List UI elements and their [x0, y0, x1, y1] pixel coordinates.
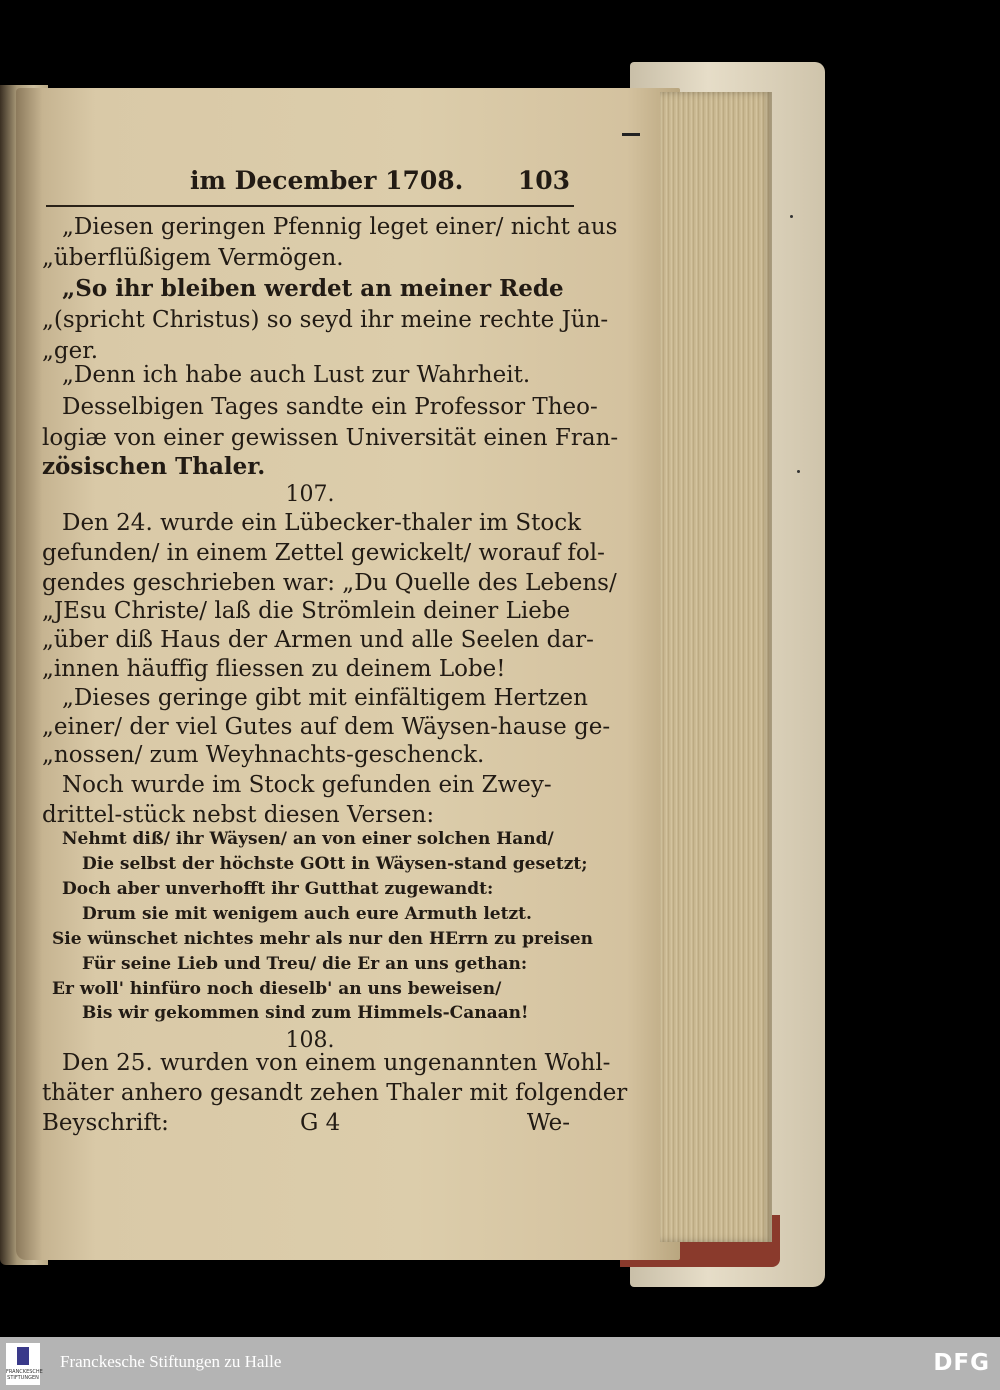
ink-dash [622, 133, 640, 136]
text-line: „nossen/ zum Weyhnachts-geschenck. [42, 742, 485, 768]
verse-line: Nehmt diß/ ihr Wäysen/ an von einer solchen Hand/ [62, 829, 554, 849]
text-line: gendes geschrieben war: „Du Quelle des Lebens/ [42, 570, 617, 596]
logo-caption: FRANCKESCHE STIFTUNGEN [6, 1369, 43, 1381]
verse-line: Bis wir gekommen sind zum Himmels-Canaan! [82, 1003, 529, 1023]
text-line: „ger. [42, 338, 99, 364]
paper-speck [797, 470, 800, 473]
text-line: drittel-stück nebst diesen Versen: [42, 802, 435, 828]
institution-name[interactable]: Franckesche Stiftungen zu Halle [60, 1352, 282, 1371]
text-line: logiæ von einer gewissen Universität einen Fran- [42, 425, 619, 451]
catchword: We- [526, 1110, 570, 1136]
text-line: „über diß Haus der Armen und alle Seelen dar- [42, 627, 594, 653]
text-line: Den 25. wurden von einem ungenannten Wohl- [62, 1050, 611, 1076]
paper-speck [790, 215, 793, 218]
text-line: „Denn ich habe auch Lust zur Wahrheit. [62, 362, 531, 388]
building-icon [17, 1347, 29, 1365]
section-number-107: 107. [285, 482, 335, 507]
institution-logo[interactable] [6, 1343, 43, 1385]
text-line: zösischen Thaler. [42, 453, 266, 480]
text-line: „Dieses geringe gibt mit einfältigem Hertzen [62, 685, 588, 711]
dfg-logo[interactable]: DFG [933, 1350, 990, 1376]
text-line: Den 24. wurde ein Lübecker-thaler im Stock [62, 510, 582, 536]
verse-line: Drum sie mit wenigem auch eure Armuth letzt. [82, 904, 532, 924]
text-line: „einer/ der viel Gutes auf dem Wäysen-hause ge- [42, 714, 611, 740]
page-number: 103 [517, 166, 570, 195]
verse-line: Die selbst der höchste GOtt in Wäysen-stand gesetzt; [82, 854, 588, 874]
signature-mark: G 4 [300, 1110, 341, 1136]
last-line [42, 1110, 570, 1142]
verse-line: Er woll' hinfüro noch dieselb' an uns beweisen/ [52, 979, 502, 999]
text-line: „JEsu Christe/ laß die Strömlein deiner Liebe [42, 598, 571, 624]
last-line-text: Beyschrift: [42, 1110, 169, 1136]
section-number-108: 108. [285, 1028, 335, 1053]
text-line: gefunden/ in einem Zettel gewickelt/ worauf fol- [42, 540, 605, 566]
page-fore-edge [660, 92, 772, 1242]
text-line: Desselbigen Tages sandte ein Professor Theo- [62, 394, 598, 420]
header-title: im December 1708. [190, 166, 464, 195]
text-line: „(spricht Christus) so seyd ihr meine rechte Jün- [42, 307, 609, 333]
text-line: thäter anhero gesandt zehen Thaler mit folgender [42, 1080, 628, 1106]
footer-bar [0, 1337, 1000, 1390]
text-line: Noch wurde im Stock gefunden ein Zwey- [62, 772, 552, 798]
verse-line: Sie wünschet nichtes mehr als nur den HErrn zu preisen [52, 929, 593, 949]
text-line: „überflüßigem Vermögen. [42, 245, 344, 271]
verse-line: Für seine Lieb und Treu/ die Er an uns gethan: [82, 954, 528, 974]
running-header [190, 166, 570, 198]
text-line: „Diesen geringen Pfennig leget einer/ nicht aus [62, 214, 618, 240]
text-line: „innen häuffig fliessen zu deinem Lobe! [42, 656, 506, 682]
verse-line: Doch aber unverhofft ihr Gutthat zugewandt: [62, 879, 494, 899]
header-rule [46, 205, 574, 207]
text-line: „So ihr bleiben werdet an meiner Rede [62, 275, 564, 302]
